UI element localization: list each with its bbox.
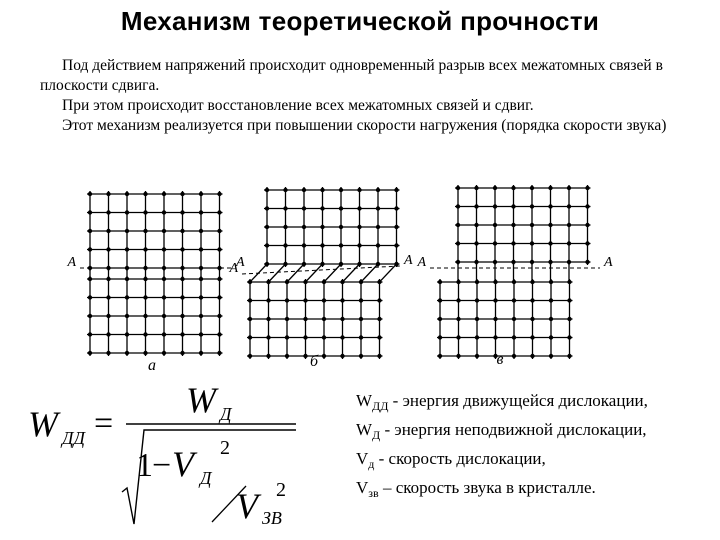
plane-label: A [404,253,413,268]
atom [493,335,497,339]
atom [438,335,442,339]
lhs-subscript: ДД [62,428,85,448]
atom [530,204,534,208]
atom [438,280,442,284]
lattice-panel-b [247,187,400,359]
atom [88,295,92,299]
atom [143,210,147,214]
atom [106,210,110,214]
atom [180,332,184,336]
sheared-bonds-b [250,264,397,282]
atom [322,317,326,321]
legend-item: $W_Д$ - энергия неподвижной дислокации, [356,420,647,442]
shear-plane-line [242,266,400,274]
atom [456,298,460,302]
atom [438,298,442,302]
paragraph-3: Этот механизм реализуется при повышении скорости нагружения (порядка скорости звука) [62,117,667,134]
atom [322,354,326,358]
atom [285,335,289,339]
atom [303,354,307,358]
atom [106,314,110,318]
atom [339,243,343,247]
atom [303,298,307,302]
lower-block-a [87,276,223,356]
atom [106,192,110,196]
atom [143,247,147,251]
atom [530,335,534,339]
atom [511,241,515,245]
atom [456,354,460,358]
atom [88,247,92,251]
atom [585,260,589,264]
atom [106,247,110,251]
atom [283,243,287,247]
atom [474,223,478,227]
atom [88,210,92,214]
atom [162,247,166,251]
atom [493,317,497,321]
atom [456,186,460,190]
plane-label: A [229,261,238,276]
atom [493,298,497,302]
atom [511,223,515,227]
atom [530,223,534,227]
atom [548,241,552,245]
atom [357,188,361,192]
atom [493,241,497,245]
atom [530,298,534,302]
plane-label: A [67,255,76,270]
atom [248,354,252,358]
atom [512,298,516,302]
atom [585,186,589,190]
atom [567,317,571,321]
atom [125,210,129,214]
atom [475,354,479,358]
atom [143,314,147,318]
atom [106,351,110,355]
atom [266,317,270,321]
panel-label-a: а [148,357,156,374]
atom [125,332,129,336]
atom [339,206,343,210]
atom [199,332,203,336]
upper-block-b [264,187,400,267]
atom [143,351,147,355]
one-digit: 1 [136,447,153,484]
atom [475,298,479,302]
atom [285,298,289,302]
atom [530,186,534,190]
atom [199,229,203,233]
atom [199,351,203,355]
atom [162,229,166,233]
atom [199,295,203,299]
atom [340,317,344,321]
atom [106,229,110,233]
lattice-panel-c [437,185,591,359]
atom [302,243,306,247]
atom [125,229,129,233]
atom [125,314,129,318]
atom [217,295,221,299]
atom [549,354,553,358]
atom [266,335,270,339]
atom [567,298,571,302]
upper-block-c [455,185,591,265]
legend-item: $V_д$ - скорость дислокации, [356,449,546,471]
atom [265,188,269,192]
atom [438,354,442,358]
atom [377,354,381,358]
atom [340,298,344,302]
atom [180,210,184,214]
sound-velocity-subscript: ЗВ [262,508,282,528]
panel-label-b: б [309,353,319,370]
atom [217,210,221,214]
atom [320,206,324,210]
atom [162,314,166,318]
atom [180,314,184,318]
atom [217,247,221,251]
atom [511,186,515,190]
atom [248,317,252,321]
atom [265,206,269,210]
atom [143,332,147,336]
atom [248,298,252,302]
atom [125,247,129,251]
minus-sign: − [152,447,172,484]
lower-block-c [437,279,573,359]
atom [320,225,324,229]
atom [303,335,307,339]
description-text [40,56,680,136]
atom [180,192,184,196]
atom [474,241,478,245]
velocity-subscript: Д [200,468,212,488]
atom [199,210,203,214]
atom [320,188,324,192]
atom [162,295,166,299]
atom [549,317,553,321]
atom [493,204,497,208]
atom [88,192,92,196]
atom [162,192,166,196]
atom [377,335,381,339]
atom [567,335,571,339]
atom [567,223,571,227]
atom [302,188,306,192]
velocity-symbol: V [172,444,194,484]
atom [162,332,166,336]
atom [106,332,110,336]
atom [180,247,184,251]
sound-velocity-power: 2 [276,479,286,501]
atom [88,332,92,336]
atom [359,335,363,339]
atom [180,351,184,355]
atom [548,186,552,190]
atom [548,223,552,227]
atom [217,229,221,233]
atom [359,354,363,358]
lattice-shear-figure [60,178,620,376]
panel-label-c: в [496,351,504,368]
atom [438,317,442,321]
legend-item: $W_{ДД}$ - энергия движущейся дислокации, [356,391,648,413]
atom [339,188,343,192]
atom [394,243,398,247]
atom [283,206,287,210]
atom [285,317,289,321]
atom [88,351,92,355]
atom [474,186,478,190]
atom [266,298,270,302]
atom [567,204,571,208]
atom [340,335,344,339]
atom [377,298,381,302]
atom [585,223,589,227]
atom [530,241,534,245]
atom [285,354,289,358]
atom [217,314,221,318]
atom [88,314,92,318]
atom [567,354,571,358]
atom [493,186,497,190]
energy-formula [28,378,348,528]
atom [456,335,460,339]
symbol-legend [356,389,676,505]
atom [283,188,287,192]
atom [475,335,479,339]
lattice-diagram [60,178,620,376]
atom [359,317,363,321]
atom [125,351,129,355]
upper-block-a [87,191,223,271]
atom [567,241,571,245]
atom [143,295,147,299]
atom [511,204,515,208]
atom [266,354,270,358]
atom [357,225,361,229]
lattice-panel-a [87,191,223,356]
atom [585,204,589,208]
lhs-symbol: W [28,404,58,444]
atom [474,204,478,208]
atom [359,298,363,302]
atom [376,225,380,229]
atom [475,317,479,321]
atom [376,243,380,247]
atom [303,317,307,321]
numerator-symbol: W [186,380,216,420]
atom [377,317,381,321]
atom [512,354,516,358]
atom [143,229,147,233]
atom [376,206,380,210]
formula-svg [28,378,348,528]
atom [199,192,203,196]
atom [549,298,553,302]
atom [456,241,460,245]
atom [340,354,344,358]
lower-block-b [247,279,383,359]
atom [549,335,553,339]
atom [548,204,552,208]
atom [199,247,203,251]
atom [199,314,203,318]
slide-title: Механизм теоретической прочности [120,6,600,36]
atom [180,229,184,233]
atom [394,188,398,192]
atom [217,332,221,336]
atom [394,206,398,210]
atom [302,206,306,210]
numerator-subscript: Д [220,404,232,424]
paragraph-2: При этом происходит восстановление всех межатомных связей и сдвиг. [62,97,534,114]
atom [357,243,361,247]
atom [585,241,589,245]
atom [530,317,534,321]
atom [265,243,269,247]
legend-item: $V_{зв}$ – скорость звука в кристалле. [356,478,596,500]
atom [456,223,460,227]
atom [530,354,534,358]
atom [125,295,129,299]
paragraph-1: Под действием напряжений происходит одновременный разрыв всех межатомных связей в плоскости сдвига. [40,57,663,94]
sound-velocity-symbol: V [236,486,258,526]
atom [493,223,497,227]
equals-sign: = [94,405,114,442]
atom [322,335,326,339]
atom [162,210,166,214]
atom [125,192,129,196]
atom [512,335,516,339]
atom [456,204,460,208]
atom [357,206,361,210]
atom [283,225,287,229]
atom [106,295,110,299]
plane-label: A [417,255,426,270]
atom [248,335,252,339]
atom [302,225,306,229]
atom [180,295,184,299]
atom [339,225,343,229]
atom [456,317,460,321]
atom [217,192,221,196]
plane-label: A [604,255,613,270]
restored-bonds-c [458,262,569,282]
atom [320,243,324,247]
atom [217,351,221,355]
atom [322,298,326,302]
atom [88,229,92,233]
atom [394,225,398,229]
atom [567,186,571,190]
atom [376,188,380,192]
plane-label: A [236,255,245,270]
atom [143,192,147,196]
atom [265,225,269,229]
atom [512,317,516,321]
velocity-power: 2 [220,437,230,459]
atom [162,351,166,355]
